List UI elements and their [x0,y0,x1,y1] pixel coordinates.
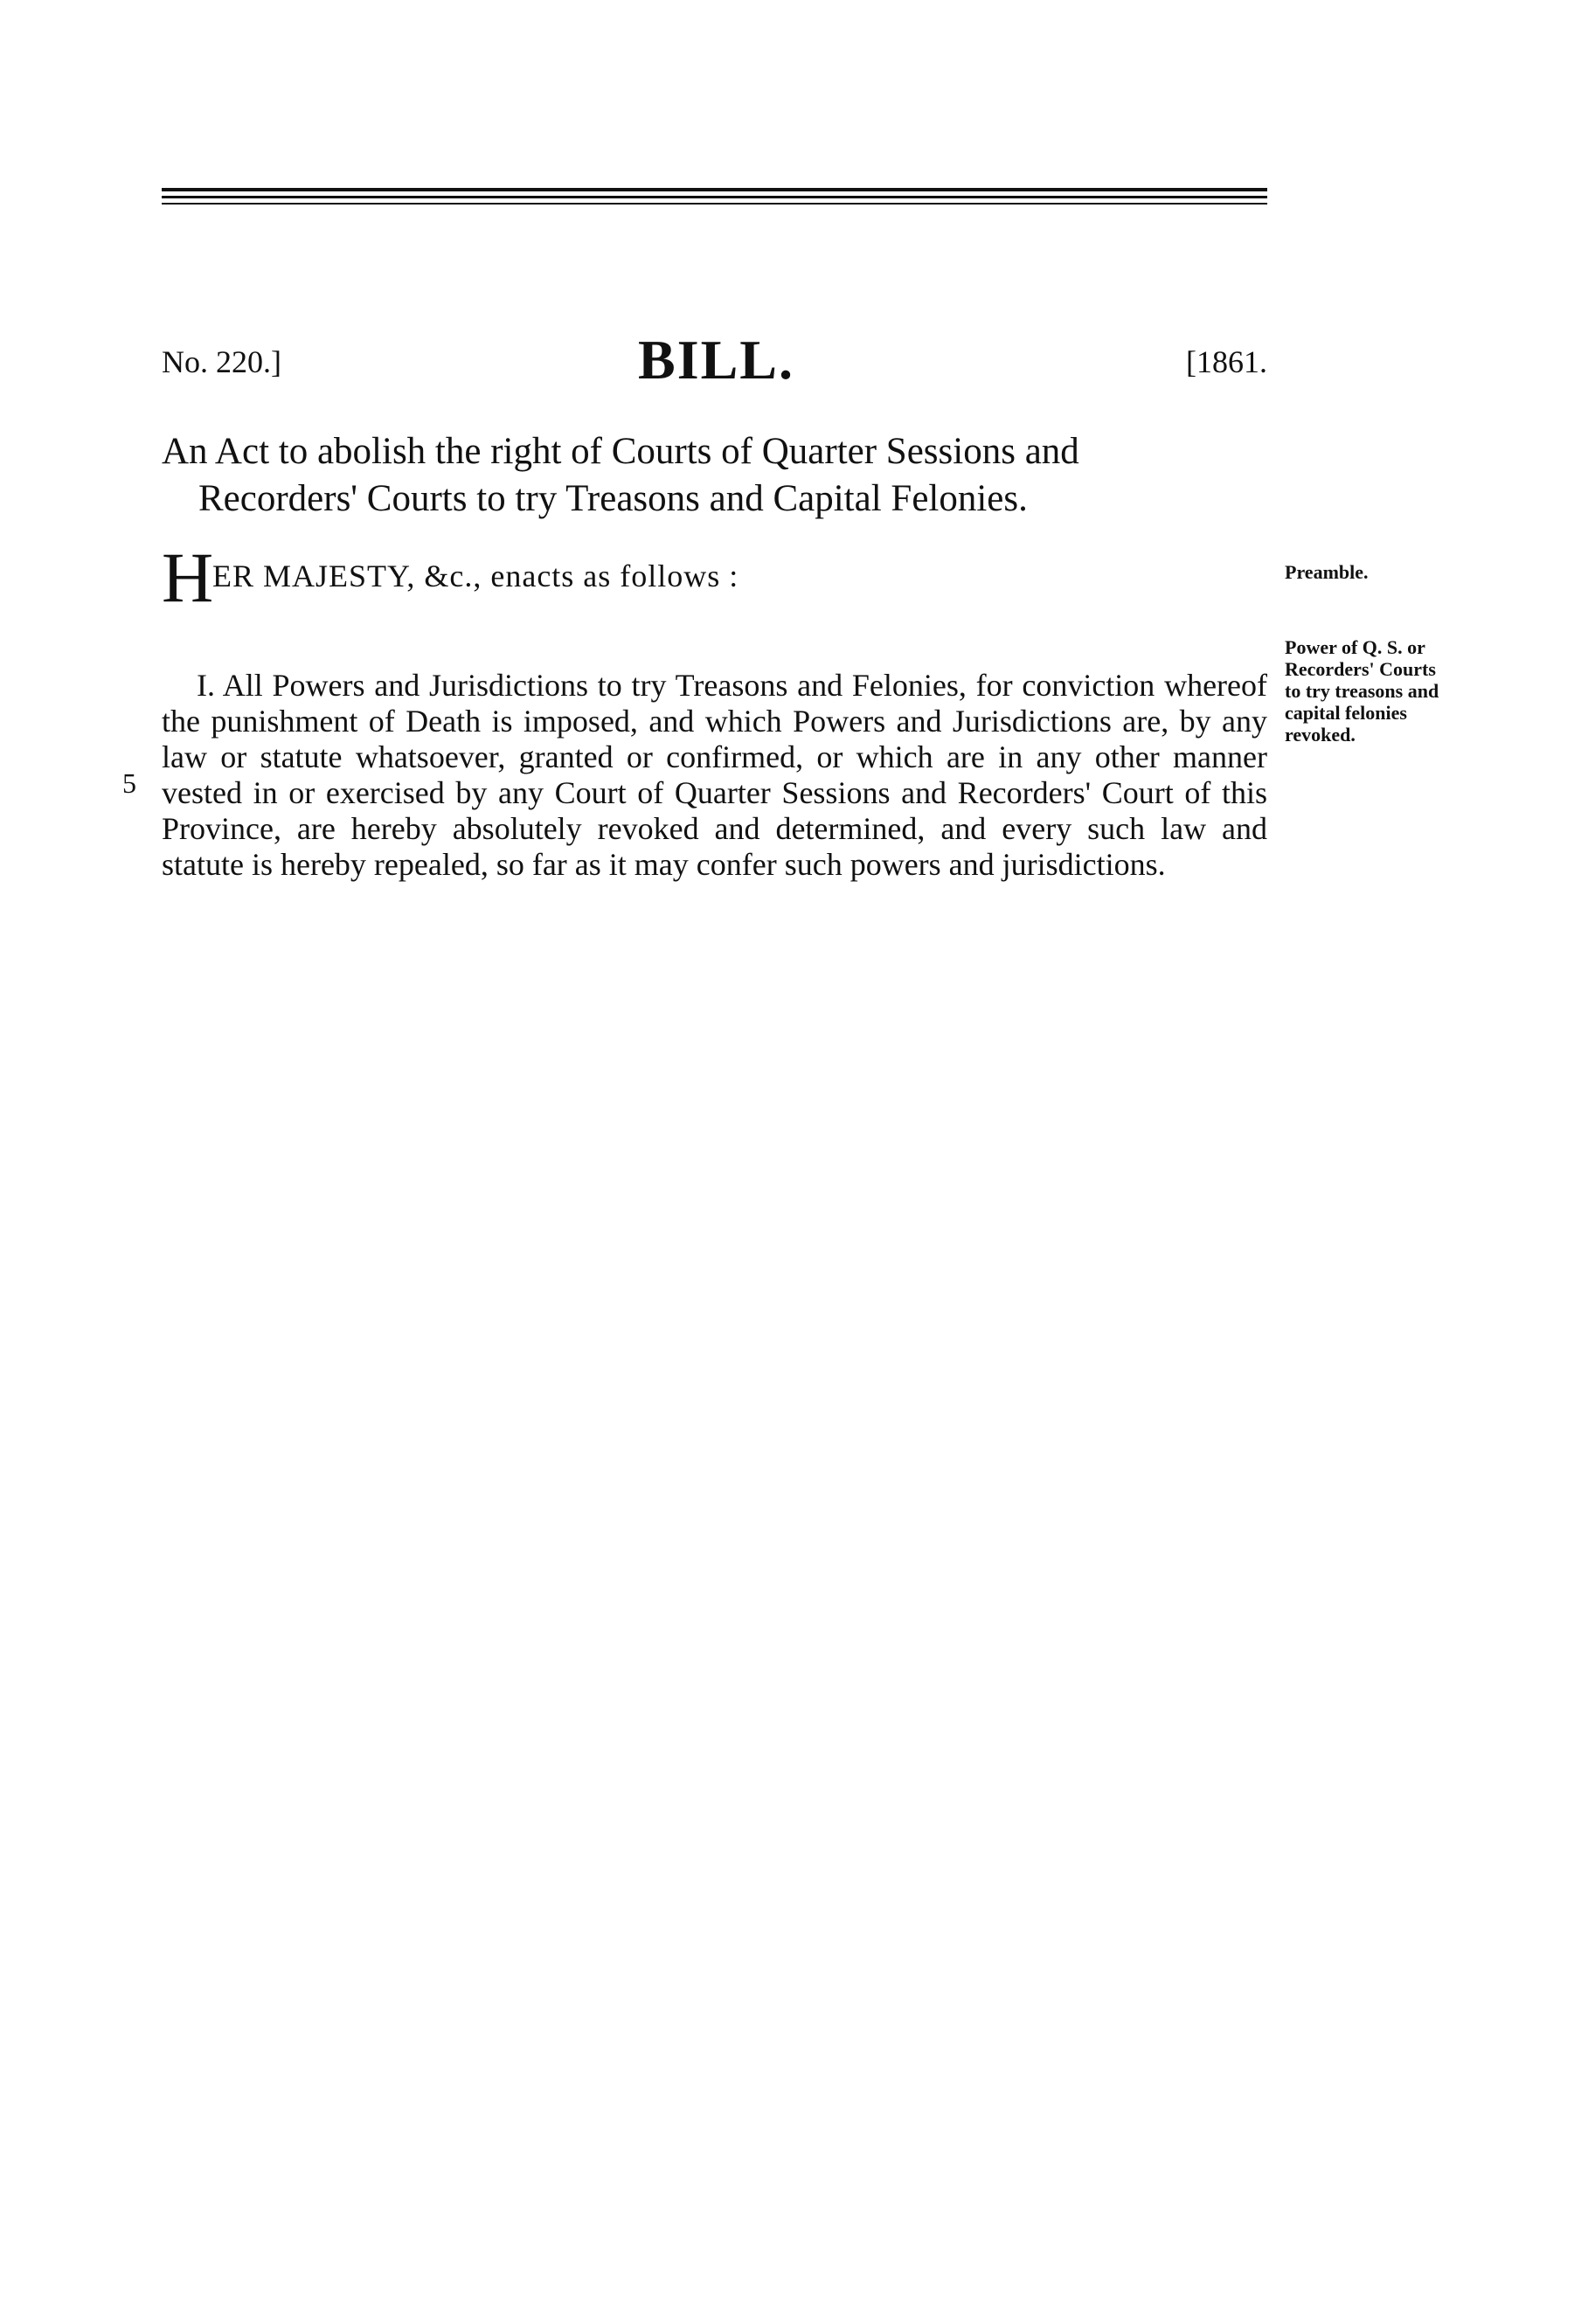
top-rule [162,196,1267,198]
bill-number: No. 220.] [162,344,281,379]
bill-year: [1861. [1186,344,1267,379]
bill-title: BILL. [638,329,794,391]
preamble [162,538,1267,617]
preamble-text: ER MAJESTY, &c., enacts as follows : [212,558,739,593]
margin-note-preamble: Preamble. [1285,561,1369,583]
top-rule [162,188,1267,191]
section-1-text: I. All Powers and Jurisdictions to try Treasons and Felonies, for conviction whereof the punishment of Death is imposed, and which Powers and Jurisdictions are, by any law or statute whatsoever, granted or confirmed, or which are in any other manner vested in or exercised by any Court of Quarter Sessions and Recorders' Court of this Province, are hereby absolutely revoked and determined, and every such law and statute is hereby repealed, so far as it may confer such powers and jurisdictions. [162,668,1267,882]
act-title-line-2: Recorders' Courts to try Treasons and Capital Felonies. [198,478,1028,519]
act-title-line-1: An Act to abolish the right of Courts of Quarter Sessions and [162,431,1079,472]
margin-note-section-1: Power of Q. S. or Recorders' Courts to try treasons and capital felonies revoked. [1285,636,1439,746]
bill-header [162,329,1267,398]
top-rule [162,203,1267,205]
act-title [162,428,1267,523]
drop-cap: H [162,538,214,617]
line-number: 5 [122,767,136,799]
